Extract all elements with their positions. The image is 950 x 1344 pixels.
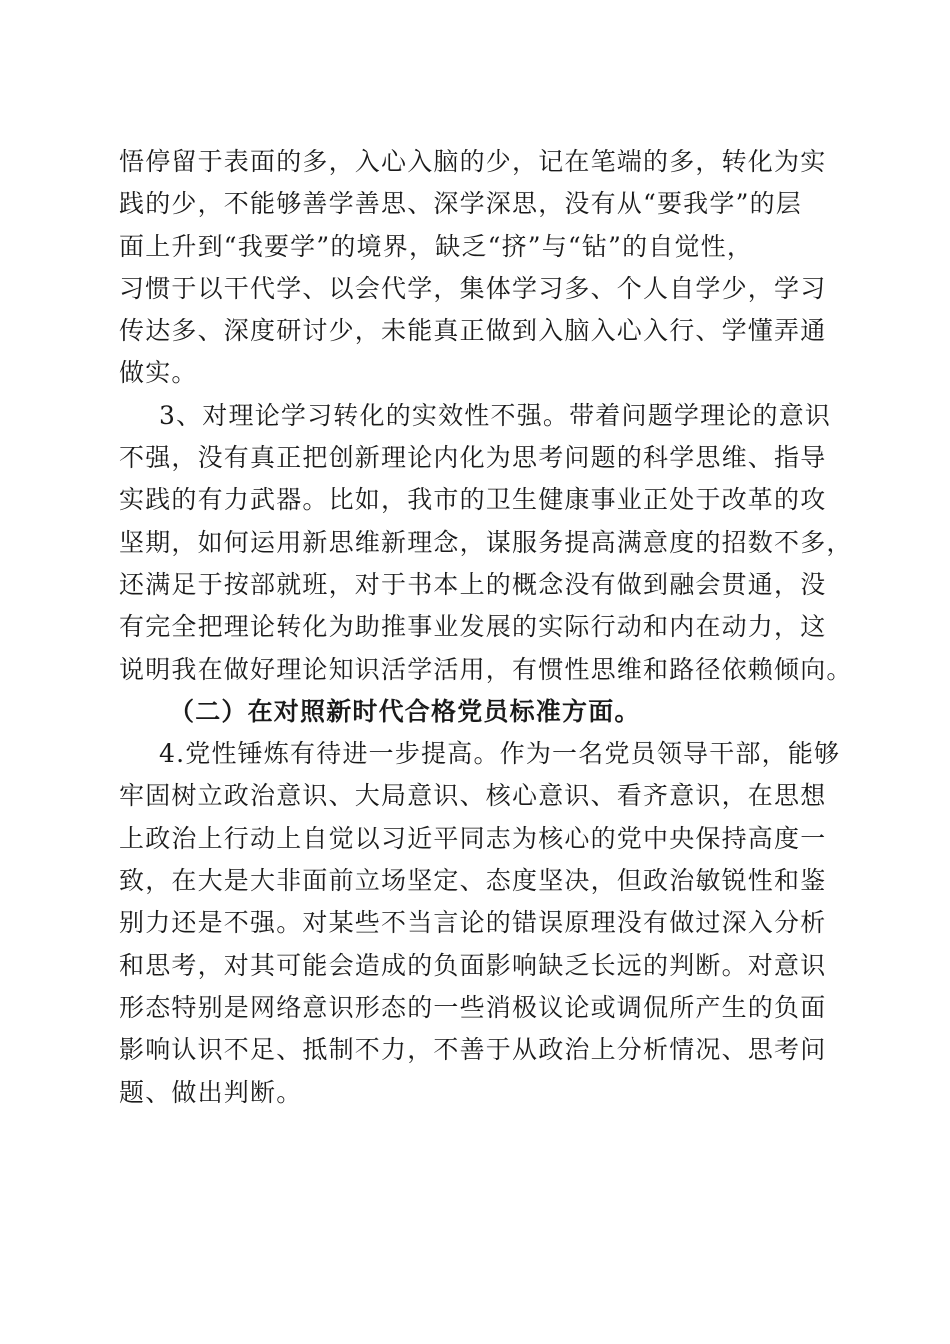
text-line: 影响认识不足、抵制不力，不善于从政治上分析情况、思考问 [119,1035,827,1065]
text-line: 面上升到“我要学”的境界，缺乏“挤”与“钻”的自觉性， [119,231,754,261]
text-line: 题、做出判断。 [119,1077,303,1107]
text-line: 不强，没有真正把创新理论内化为思考问题的科学思维、指导 [119,443,827,473]
paragraph-3-first-line: 3、对理论学习转化的实效性不强。带着问题学理论的意识 [159,400,832,430]
text-line: 牢固树立政治意识、大局意识、核心意识、看齐意识，在思想 [119,781,827,811]
text-line: 和思考，对其可能会造成的负面影响缺乏长远的判断。对意识 [119,950,827,980]
text-line: 还满足于按部就班，对于书本上的概念没有做到融会贯通，没 [119,569,827,599]
text-line: 坚期，如何运用新思维新理念，谋服务提高满意度的招数不多， [119,527,853,557]
text-line: 实践的有力武器。比如，我市的卫生健康事业正处于改革的攻 [119,485,827,515]
text-line: 说明我在做好理论知识活学活用，有惯性思维和路径依赖倾向。 [119,654,853,684]
text-line: 致，在大是大非面前立场坚定、态度坚决，但政治敏锐性和鉴 [119,866,827,896]
text-line: 上政治上行动上自觉以习近平同志为核心的党中央保持高度一 [119,823,827,853]
text-line: 别力还是不强。对某些不当言论的错误原理没有做过深入分析 [119,908,827,938]
text-line: 做实。 [119,358,198,388]
text-line: 习惯于以干代学、以会代学，集体学习多、个人自学少，学习 [119,273,827,303]
text-line: 有完全把理论转化为助推事业发展的实际行动和内在动力，这 [119,612,827,642]
paragraph-4-first-line: 4.党性锤炼有待进一步提高。作为一名党员领导干部，能够 [159,739,841,769]
text-line: 悟停留于表面的多，入心入脑的少，记在笔端的多，转化为实 [119,147,827,176]
section-heading: （二）在对照新时代合格党员标准方面。 [169,696,641,726]
text-line: 传达多、深度研讨少，未能真正做到入脑入心入行、学懂弄通 [119,316,827,346]
document-body [119,141,853,1114]
text-line: 践的少，不能够善学善思、深学深思，没有从“要我学”的层 [119,189,802,219]
text-line: 形态特别是网络意识形态的一些消极议论或调侃所产生的负面 [119,992,827,1022]
